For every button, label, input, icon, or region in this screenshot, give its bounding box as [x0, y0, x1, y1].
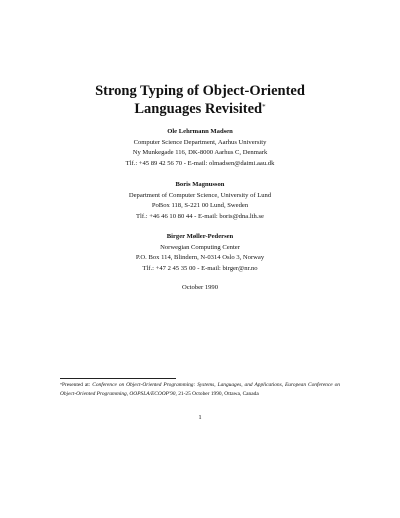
author-address: P.O. Box 114, Blindern, N-0314 Oslo 3, Norway	[135, 254, 265, 261]
page-number: 1	[198, 414, 202, 421]
author-address: Ny Munkegade 116, DK-8000 Aarhus C, Denmark	[132, 149, 268, 156]
footnote-suffix: , 21-25 October 1990, Ottawa, Canada	[175, 390, 259, 397]
title-footnote-marker: *	[262, 103, 266, 111]
author-name: Boris Magnusson	[175, 181, 225, 188]
author-affiliation: Norwegian Computing Center	[160, 243, 240, 251]
author-contact: Tlf.: +47 2 45 35 00 - E-mail: birger@nr.no	[142, 264, 258, 272]
author-affiliation: Department of Computer Science, University of Lund	[128, 191, 272, 199]
author-affiliation: Computer Science Department, Aarhus University	[133, 138, 267, 146]
publication-date: October 1990	[181, 284, 219, 291]
author-contact: Tlf.: +45 89 42 56 70 - E-mail: olmadsen@daimi.aau.dk	[125, 159, 275, 167]
title-line-1: Strong Typing of Object-Oriented	[95, 83, 305, 99]
author-block-madsen	[40, 127, 360, 169]
footnote-venue: Conference on Object-Oriented Programming: Systems, Languages, and Applications, European Conference on Object-Oriented Programming, OOPSLA/ECOOP'90	[60, 382, 340, 397]
paper-title	[60, 82, 340, 118]
author-address: PoBox 118, S-221 00 Lund, Sweden	[151, 202, 249, 209]
author-contact: Tlf.: +46 46 10 80 44 - E-mail: boris@dna.lth.se	[136, 212, 264, 220]
footnote-marker: *	[60, 382, 62, 387]
author-name: Ole Lehrmann Madsen	[167, 128, 233, 135]
title-line-2: Languages Revisited	[134, 101, 263, 117]
footnote	[60, 381, 340, 398]
author-block-moller-pedersen	[40, 232, 360, 274]
author-block-magnusson	[40, 180, 360, 222]
footnote-prefix: Presented at:	[62, 382, 93, 388]
author-name: Birger Møller-Pedersen	[166, 233, 234, 240]
footnote-divider	[60, 378, 176, 379]
